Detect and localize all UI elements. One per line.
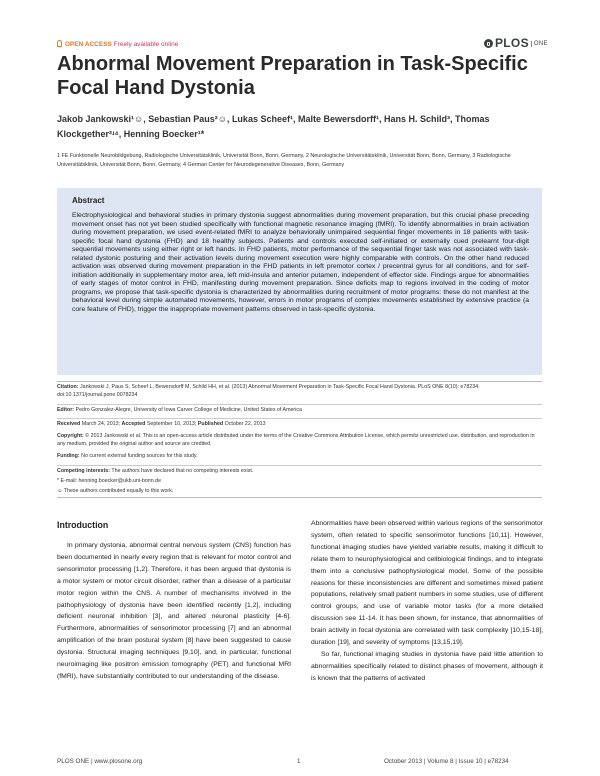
competing-label: Competing interests: [57,468,110,474]
footer-issue: October 2013 | Volume 8 | Issue 10 | e78234 [384,758,509,765]
journal-logo-suffix: ONE [531,41,548,47]
introduction-heading: Introduction [57,520,109,530]
copyright-line [57,433,542,448]
paragraph: Abnormalities have been observed within various regions of the sensorimotor system, often related to specific sensorimotor functions [10,11]. However, functional imaging studies have yielded variable results, making it difficult to relate them to neurophysiological and cellbiological findings, and to integrate them into a conclusive pathophysiological model. Some of the possible reasons for these inconsistencies are different and sometimes mixed patient populations, relatively small patient numbers in some studies, use of different control groups, and use of variable motor tasks (for a more detailed discussion see 11-14. It has been shown, for instance, that abnormalities of brain activity in focal dystonia are correlated with task complexity [10,15-18], duration [19], and severity of symptoms [13,15,19]. [311,520,543,647]
author-list: Jakob Jankowski¹☺, Sebastian Paus²☺, Lukas Scheef¹, Malte Bewersdorff¹, Hans H. Schild³, Thomas Klockgether²ʴ⁴, Henning Boecker¹* [57,114,490,139]
journal-logo-text: PLOS [495,36,529,50]
editor-label: Editor: [57,407,75,413]
copyright-text: © 2013 Jankowski et al. This is an open-access article distributed under the terms of the Creative Commons Attribution License, which permits unrestricted use, distribution, and reproduction in any medium, provided the original author and source are credited. [57,433,535,447]
paragraph: So far, functional imaging studies in dystonia have paid little attention to abnormalities specifically related to distinct phases of movement, although it is known that the patterns of activated [311,650,543,682]
received-date: March 24, 2013; [81,421,121,427]
footer-journal[interactable]: PLOS ONE | www.plosone.org [57,758,143,765]
editor-line [57,407,542,415]
open-access-label: OPEN ACCESS [64,41,112,48]
freely-available-label: Freely available online [113,41,179,48]
journal-logo[interactable] [484,36,548,50]
accepted-label: Accepted [121,421,146,427]
abstract-heading: Abstract [72,196,105,205]
divider [57,465,542,466]
published-label: Published [197,421,224,427]
paragraph: In primary dystonia, abnormal central nervous system (CNS) function has been documented in nearly every region that is relevant for motor control and sensorimotor processing [1,2]. Therefore, it has been argued that dystonia is a motor system or motor circuit disorder, rather than a disease of a particular motor region within the CNS. A number of mechanisms involved in the pathophysiology of dystonia have been identified recently [1,2], including deficient neuronal inhibition [3], and altered neuronal plasticity [4-6]. Furthermore, abnormalities of sensorimotor processing [7] and an abnormal amplification of the brain postural system [8] have been suggested to cause dystonia. Structural imaging techniques [9,10], and, in particular, functional neuroimaging like positron emission tomography (PET) and functional MRI (fMRI), have substantially contributed to our understanding of the disease. [57,542,291,680]
citation-text: Jankowski J, Paus S, Scheef L, Bewersdorff M, Schild HH, et al. (2013) Abnormal Movement Preparation in Task-Specific Focal Hand Dystonia. PLoS ONE 8(10): e78234. doi:10.1371/journal.pone.0078234 [57,384,480,398]
funding-text: No current external funding sources for this study. [81,453,198,459]
citation-label: Citation: [57,384,79,390]
editor-text: Pedro Gonzalez-Alegre, University of Iowa Carver College of Medicine, United States of America [75,407,302,413]
open-access-lock-icon [57,40,62,47]
body-column-right [311,518,543,685]
email-line[interactable]: * E-mail: henning.boecker@ukb.uni-bonn.de [57,478,162,484]
received-label: Received [57,421,81,427]
abstract-box [57,188,542,375]
funding-label: Funding: [57,453,80,459]
dates-line [57,421,542,429]
published-date: October 22, 2013 [224,421,266,427]
affiliations: 1 FE Funktionelle Neurobildgebung, Radiologische Universitätsklinik, Universität Bonn, Bonn, Germany, 2 Neurologische Universitätsklinik, Universität Bonn, Bonn, Germany, 3 Radiologische Universitätsklinik, Universität Bonn, Bonn, Germany, 4 German Center for Neurodegenerative Diseases, Bonn, Germany [57,153,511,168]
body-column-left [57,540,291,683]
abstract-text: Electrophysiological and behavioral studies in primary dystonia suggest abnormalities during movement preparation, but this crucial phase preceding movement onset has not yet been studied specifically with functional magnetic resonance imaging (fMRI). To identify abnormalities in brain activation during movement preparation, we used event-related fMRI to analyze behaviorally unimpaired sequential finger movements in 18 patients with task-specific focal hand dystonia (FHD) and 18 healthy subjects. Patients and controls executed self-initiated or externally cued prelearnt four-digit sequential movements using either right or left hands. In FHD patients, motor performance of the sequential finger task was not associated with task-related dystonic posturing and their activation levels during movement execution were highly comparable with controls. On the other hand reduced activation was observed during movement preparation in the FHD patients in left premotor cortex / precentral gyrus for all conditions, and for self-initiation additionally in supplementary motor area, left mid-insula and anterior putamen, independent of effector side. Findings argue for abnormalities of early stages of motor control in FHD, manifesting during movement preparation. Since deficits map to regions involved in the coding of motor programs, we propose that task-specific dystonia is characterized by abnormalities during recruitment of motor programs: these do not manifest at the behavioral level during simple automated movements, however, errors in motor programs of complex movements established by extensive practice (a core feature of FHD), trigger the inappropriate movement patterns observed in task-specific dystonia. [72,212,529,314]
open-access-banner [57,40,178,48]
divider [57,418,542,419]
citation-line [57,384,542,399]
divider [57,497,542,498]
copyright-label: Copyright: [57,433,84,439]
divider [57,381,542,382]
divider [57,404,542,405]
plos-logo-icon [484,39,493,48]
equal-contribution-note: ☺ These authors contributed equally to this work. [57,488,174,494]
accepted-date: September 10, 2013; [146,421,197,427]
competing-interests-line [57,468,542,476]
competing-text: The authors have declared that no competing interests exist. [111,468,254,474]
article-title: Abnormal Movement Preparation in Task-Specific Focal Hand Dystonia [57,53,528,99]
funding-line [57,453,542,461]
page-number: 1 [297,758,301,765]
